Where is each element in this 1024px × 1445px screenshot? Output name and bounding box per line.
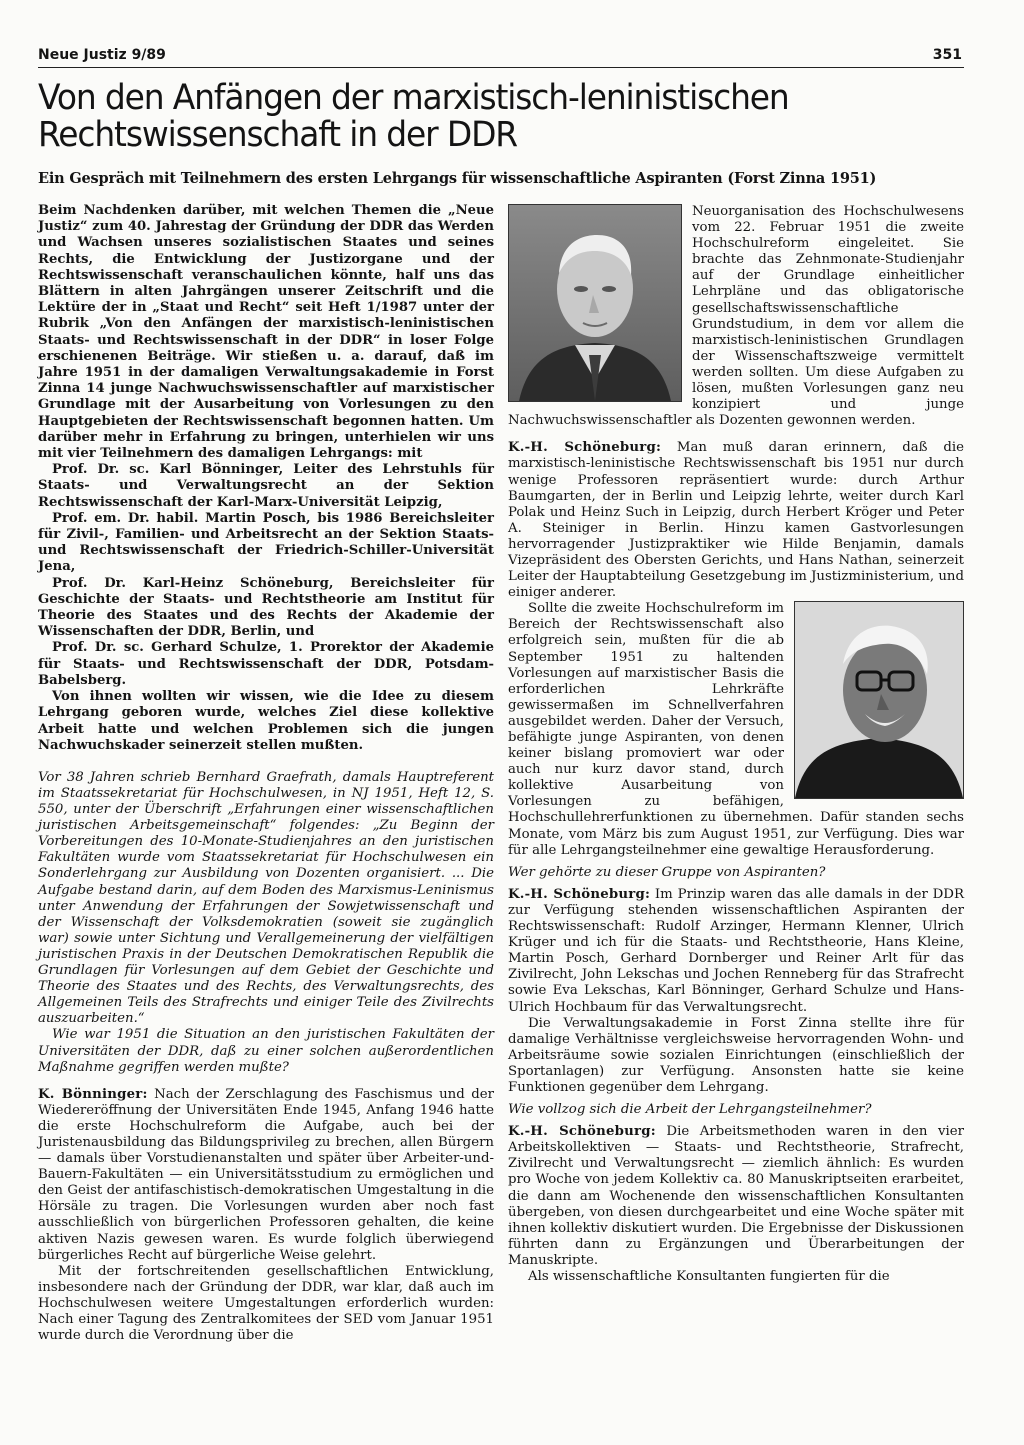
page-number: 351 (932, 47, 962, 63)
right-column (508, 204, 964, 1285)
body-paragraph: Neuorganisation des Hochschulwesens vom 22. Februar 1951 die zweite Hochschulreform eingeleitet. Sie brachte das Zehnmonate-Studienjahr auf der Grundlage einheitlicher Lehrpläne und das obligatorische gesellschaftswissenschaftliche Grundstudium, in dem vor allem die marxistisch-leninistischen Grundlagen der Wissenschaftszweige vermittelt werden sollten. Um diese Aufgaben zu lösen, mußten Vorlesungen ganz neu konzipiert und junge Nachwuchswissenschaftler als Dozenten gewonnen werden. (508, 204, 964, 429)
participant-3: Prof. Dr. Karl-Heinz Schöneburg, Bereichsleiter für Geschichte der Staats- und Rechtstheorie am Institut für Theorie des Staates und des Rechts der Akademie der Wissenschaften der DDR, Berlin, und (38, 575, 494, 640)
answer-text: Nach der Zerschlagung des Faschismus und der Wiedereröffnung der Universitäten Ende 1945, Anfang 1946 hatte die erste Hochschulreform die Aufgabe, auch bei der Juristenausbildung das Bildungsprivileg zu brechen, allen Bürgern — damals über Vorstudienanstalten und später über Arbeiter-und-Bauern-Fakultäten — ein Universitätsstudium zu ermöglichen und den Geist der antifaschistisch-demokratischen Umgestaltung in die Hörsäle zu tragen. Die Vorlesungen wurden aber noch fast ausschließlich von bürgerlichen Professoren gehalten, die keine aktiven Nazis gewesen waren. Es wurde folglich überwiegend bürgerliches Recht auf bürgerliche Weise gelehrt. (38, 1086, 494, 1263)
intro-question: Von ihnen wollten wir wissen, wie die Idee zu diesem Lehrgang geboren wurde, welches Ziel diese kollektive Arbeit hatte und welchen Problemen sich die jungen Nachwuchskader seinerzeit stellen mußten. (38, 689, 494, 753)
question-2: Wer gehörte zu dieser Gruppe von Aspiranten? (508, 864, 826, 880)
question-3: Wie vollzog sich die Arbeit der Lehrgangsteilnehmer? (508, 1102, 872, 1118)
speaker-label: K.-H. Schöneburg: (508, 440, 662, 456)
answer-boenninger (38, 1087, 494, 1264)
intro (38, 203, 494, 754)
answer-text: Die Arbeitsmethoden waren in den vier Arbeitskollektiven — Staats- und Rechtstheorie, Strafrecht, Zivilrecht und Verwaltungsrecht — ziemlich ähnlich: Es wurden pro Woche von jedem Kollektiv ca. 80 Manuskriptseiten erarbeitet, die dann am Wochenende den wissenschaftlichen Konsultanten übergeben, von diesen durchgearbeitet und eine Woche später mit ihnen kollektiv diskutiert wurden. Die Ergebnisse der Diskussionen führten dann zu Ergänzungen und Überarbeitungen der Manuskripte. (508, 1124, 965, 1268)
answer-text: Im Prinzip waren das alle damals in der DDR zur Verfügung stehenden wissenschaftlichen Aspiranten der Rechtswissenschaft: Rudolf Arzinger, Hermann Klenner, Ulrich Krüger und ich für die Staats- und Rechtstheorie, Hans Kleine, Martin Posch, Gerhard Dornberger und Reiner Arlt für das Zivilrecht, John Lekschas und Jochen Renneberg für das Strafrecht sowie Eva Lekschas, Karl Bönninger, Gerhard Schulze und Hans-Ulrich Hochbaum für das Verwaltungsrecht. (508, 886, 964, 1015)
quote-paragraph: Vor 38 Jahren schrieb Bernhard Graefrath, damals Hauptreferent im Staatssekretariat für Hochschulwesen, in NJ 1951, Heft 12, S. 550, unter der Überschrift „Erfahrungen einer wissenschaftlichen juristischen Arbeitsgemeinschaft“ folgendes: „Zu Beginn der Vorbereitungen des 10-Monate-Studienjahres an den juristischen Fakultäten wurde vom Staatssekretariat für Hochschulwesen ein Sonderlehrgang zur Ausbildung von Dozenten organisiert. ... Die Aufgabe bestand darin, auf dem Boden des Marxismus-Leninismus unter Anwendung der Erfahrungen der Sowjetwissenschaft und der Wissenschaft der Volksdemokratien (soweit sie zugänglich war) sowie unter Sichtung und Verallgemeinerung der vielfältigen juristischen Praxis in der Deutschen Demokratischen Republik die Grundlagen für Vorlesungen auf dem Gebiet der Geschichte und Theorie des Staates und des Rechts, des Verwaltungsrechts, des Allgemeinen Teils des Strafrechts und einiger Teile des Zivilrechts auszuarbeiten.“ (38, 769, 494, 1027)
speaker-label: K.-H. Schöneburg: (508, 886, 651, 902)
speaker-label: K. Bönninger: (38, 1086, 148, 1102)
participant-2: Prof. em. Dr. habil. Martin Posch, bis 1986 Bereichsleiter für Zivil-, Familien- und Arbeitsrecht an der Sektion Staats- und Rechtswissenschaft der Friedrich-Schiller-Universität Jena, (38, 510, 494, 575)
answer-text: Man muß daran erinnern, daß die marxistisch-leninistische Rechtswissenschaft bis 1951 nur durch wenige Professoren repräsentiert wurde: durch Arthur Baumgarten, der in Berlin und Leipzig lehrte, weiter durch Karl Polak und Heinz Such in Leipzig, durch Herbert Kröger und Peter A. Steiniger in Berlin. Hinzu kamen Gastvorlesungen hervorragender Justizpraktiker wie Hilde Benjamin, damals Vizepräsident des Obersten Gerichts, und Hans Nathan, seinerzeit Leiter der Hauptabteilung Gesetzgebung im Justizministerium, und einiger anderer. (508, 440, 964, 601)
intro-paragraph: Beim Nachdenken darüber, mit welchen Themen die „Neue Justiz“ zum 40. Jahrestag der Gründung der DDR das Werden und Wachsen unseres sozialistischen Staates und seines Rechts, die Entwicklung der Justizorgane und der Rechtswissenschaft veranschaulichen könnte, half uns das Blättern in alten Jahrgängen unserer Zeitschrift und die Lektüre der in „Staat und Recht“ seit Heft 1/1987 unter der Rubrik „Von den Anfängen der marxistisch-leninistischen Staats- und Rechtswissenschaft in der DDR“ in loser Folge erschienenen Beiträge. Wir stießen u. a. darauf, daß im Jahre 1951 in der damaligen Verwaltungsakademie in Forst Zinna 14 junge Nachwuchswissenschaftler auf marxistischer Grundlage mit der Ausarbeitung von Vorlesungen zu den Hauptgebieten der Rechtswissenschaft begonnen hatten. Um darüber mehr in Erfahrung zu bringen, unterhielen wir uns mit vier Teilnehmern des damaligen Lehrgangs: mit (38, 203, 494, 462)
participant-4: Prof. Dr. sc. Gerhard Schulze, 1. Prorektor der Akademie für Staats- und Rechtswissenschaft der DDR, Potsdam-Babelsberg. (38, 640, 494, 688)
body-paragraph: Die Verwaltungsakademie in Forst Zinna stellte ihre für damalige Verhältnisse vergleichsweise hervorragenden Wohn- und Arbeitsräume sowie sozialen Einrichtungen (einschließlich der Sportanlagen) zur Verfügung. Ansonsten hatte sie keine Funktionen gegenüber dem Lehrgang. (508, 1015, 964, 1095)
body-paragraph: Mit der fortschreitenden gesellschaftlichen Entwicklung, insbesondere nach der Gründung der DDR, war klar, daß auch im Hochschulwesen weitere Umgestaltungen erforderlich wurden: Nach einer Tagung des Zentralkomitees der SED vom Januar 1951 wurde durch die Verordnung über die (38, 1263, 494, 1344)
article-subtitle: Ein Gespräch mit Teilnehmern des ersten Lehrgangs für wissenschaftliche Aspiranten (Forst Zinna 1951) (38, 170, 877, 187)
speaker-label: K.-H. Schöneburg: (508, 1124, 656, 1140)
left-column (38, 203, 494, 1344)
body-paragraph: Sollte die zweite Hochschulreform im Bereich der Rechtswissenschaft also erfolgreich sein, mußten für die ab September 1951 zu haltenden Vorlesungen auf marxistischer Basis die erforderlichen Lehrkräfte gewissermaßen im Schnellverfahren ausgebildet werden. Daher der Versuch, befähigte junge Aspiranten, von denen keiner bislang promoviert war oder auch nur kurz davor stand, durch kollektive Ausarbeitung von Vorlesungen zu befähigen, Hochschullehrerfunktionen zu übernehmen. Dafür standen sechs Monate, vom März bis zum August 1951, zur Verfügung. Dies war für alle Lehrgangsteilnehmer eine gewaltige Herausforderung. (508, 601, 964, 858)
portrait-photo-2 (794, 601, 964, 799)
quote-block (38, 770, 494, 1076)
journal-issue: Neue Justiz 9/89 (38, 47, 166, 63)
body-paragraph: Als wissenschaftliche Konsultanten fungierten für die (528, 1269, 890, 1284)
question-1: Wie war 1951 die Situation an den juristischen Fakultäten der Universitäten der DDR, daß zu einer solchen außerordentlichen Maßnahme gegriffen werden mußte? (38, 1027, 494, 1075)
answer-schoeneburg-2 (508, 887, 964, 1016)
participant-1: Prof. Dr. sc. Karl Bönninger, Leiter des Lehrstuhls für Staats- und Verwaltungsrecht an der Sektion Rechtswissenschaft der Karl-Marx-Universität Leipzig, (38, 462, 494, 510)
header-rule (38, 67, 964, 68)
answer-schoeneburg-1 (508, 440, 964, 601)
answer-schoeneburg-3 (508, 1124, 964, 1269)
article-title: Von den Anfängen der marxistisch-leninistischen Rechtswissenschaft in der DDR (38, 78, 789, 155)
portrait-photo-1 (508, 204, 682, 402)
